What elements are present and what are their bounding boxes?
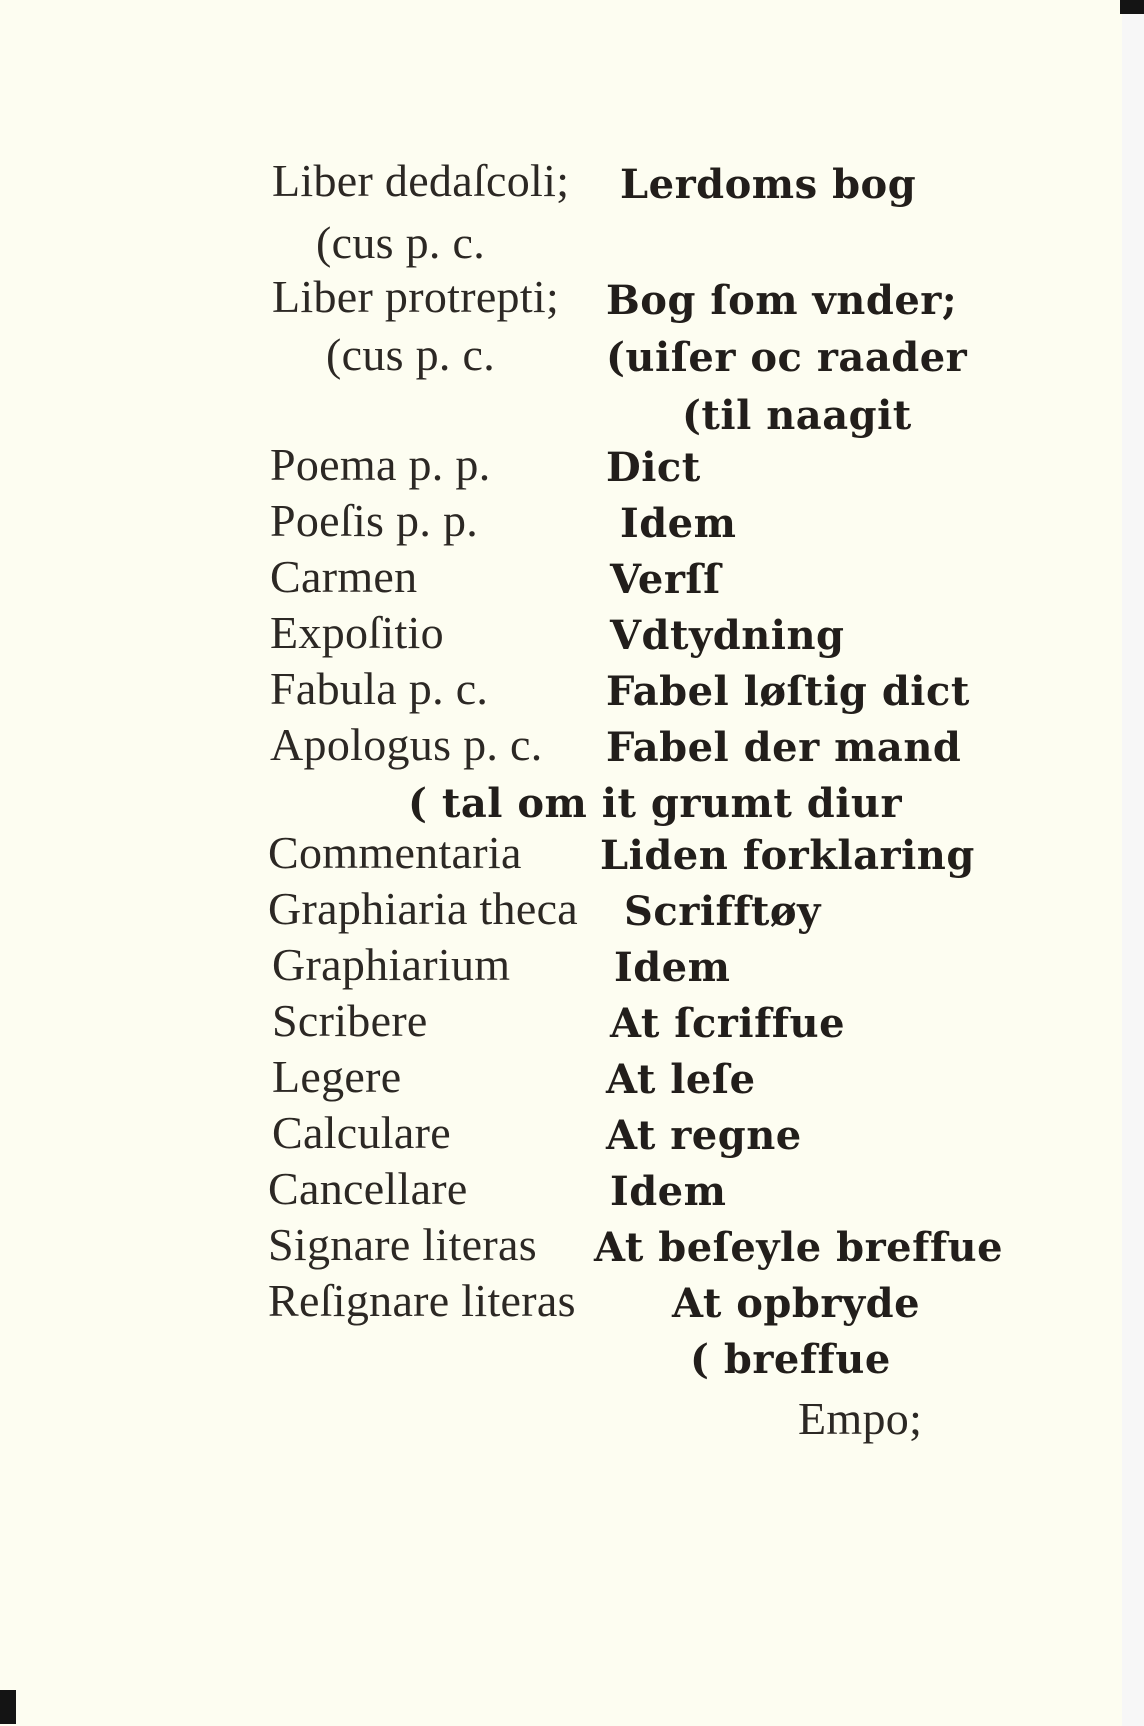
latin-term-continuation: (cus p. c.: [316, 217, 486, 268]
latin-term: Graphiaria theca: [268, 883, 578, 934]
page-right-edge: [1122, 0, 1144, 1726]
latin-term: Poeſis p. p.: [270, 495, 479, 546]
scan-corner-mark-bottom: [0, 1690, 16, 1724]
danish-gloss-continuation: ( breffue: [690, 1336, 891, 1383]
danish-gloss: Idem: [620, 500, 737, 547]
danish-gloss: Idem: [610, 1168, 727, 1215]
latin-term: Poema p. p.: [270, 439, 491, 490]
latin-term: Cancellare: [268, 1163, 468, 1214]
latin-term: Expoſitio: [270, 607, 444, 658]
danish-gloss: At opbryde: [672, 1280, 921, 1327]
danish-gloss: Fabel der mand: [606, 724, 962, 771]
danish-gloss: Idem: [614, 944, 731, 991]
catchword: Empo;: [798, 1393, 923, 1444]
latin-term: Graphiarium: [272, 939, 511, 990]
latin-term: Carmen: [270, 551, 418, 602]
danish-gloss: At regne: [606, 1112, 802, 1159]
latin-term: Liber dedaſcoli;: [272, 155, 570, 206]
scan-corner-mark-top: [1120, 0, 1144, 14]
danish-gloss: Fabel løſtig dict: [606, 668, 970, 715]
danish-gloss-continuation: (uiſer oc raader: [606, 334, 968, 381]
danish-gloss: Vdtydning: [610, 612, 845, 659]
danish-gloss: Bog ſom vnder;: [606, 277, 958, 324]
danish-gloss: At leſe: [606, 1056, 756, 1103]
danish-gloss: At ſcriffue: [610, 1000, 846, 1047]
latin-term: Commentaria: [268, 827, 522, 878]
danish-gloss: At beſeyle breffue: [594, 1224, 1004, 1271]
latin-term: Signare literas: [268, 1219, 537, 1270]
latin-term-continuation: (cus p. c.: [326, 329, 496, 380]
danish-gloss: Lerdoms bog: [620, 161, 917, 208]
danish-gloss-continuation: (til naagit: [682, 392, 912, 439]
latin-term: Liber protrepti;: [272, 271, 560, 322]
danish-gloss: Verſſ: [610, 556, 721, 603]
danish-gloss: Scrifftøy: [624, 888, 821, 935]
danish-gloss: Dict: [606, 444, 701, 491]
latin-term: Legere: [272, 1051, 402, 1102]
latin-term: Fabula p. c.: [270, 663, 489, 714]
danish-gloss: Liden forklaring: [600, 832, 975, 879]
latin-term: Scribere: [272, 995, 428, 1046]
danish-gloss-continuation: ( tal om it grumt diur: [408, 780, 903, 827]
latin-term: Calculare: [272, 1107, 451, 1158]
latin-term: Reſignare literas: [268, 1275, 576, 1326]
latin-term: Apologus p. c.: [270, 719, 543, 770]
